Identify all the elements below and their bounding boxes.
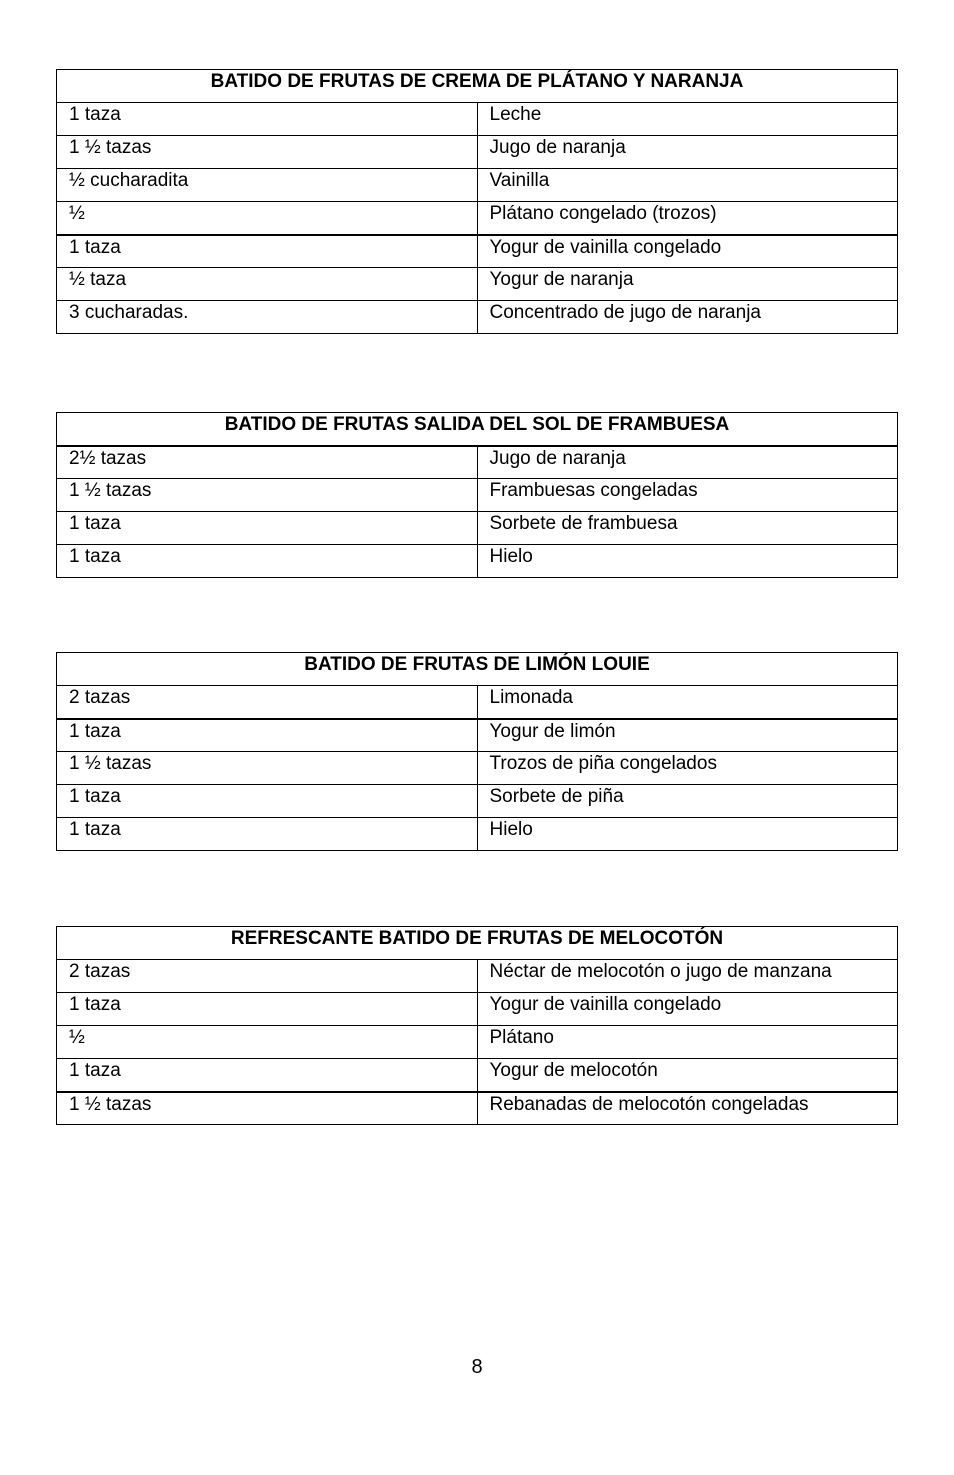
ingredient-name: Sorbete de piña bbox=[477, 785, 898, 818]
ingredient-quantity: 1 taza bbox=[57, 1059, 478, 1092]
recipe-title-row bbox=[57, 653, 898, 686]
ingredient-quantity: 3 cucharadas. bbox=[57, 301, 478, 334]
ingredient-row bbox=[57, 446, 898, 479]
ingredient-row bbox=[57, 235, 898, 268]
ingredient-name: Rebanadas de melocotón congeladas bbox=[477, 1092, 898, 1125]
ingredient-row bbox=[57, 993, 898, 1026]
recipe-title-row bbox=[57, 70, 898, 103]
ingredient-quantity: 1 taza bbox=[57, 103, 478, 136]
recipe-title: BATIDO DE FRUTAS DE CREMA DE PLÁTANO Y NARANJA bbox=[57, 70, 898, 103]
ingredient-name: Frambuesas congeladas bbox=[477, 479, 898, 512]
ingredient-row bbox=[57, 1059, 898, 1092]
ingredient-name: Limonada bbox=[477, 686, 898, 719]
ingredient-name: Trozos de piña congelados bbox=[477, 752, 898, 785]
recipe-table-lemon-louie bbox=[56, 652, 898, 851]
ingredient-name: Jugo de naranja bbox=[477, 136, 898, 169]
ingredient-row bbox=[57, 202, 898, 235]
ingredient-row bbox=[57, 512, 898, 545]
recipe-title: REFRESCANTE BATIDO DE FRUTAS DE MELOCOTÓN bbox=[57, 927, 898, 960]
ingredient-row bbox=[57, 103, 898, 136]
ingredient-quantity: ½ taza bbox=[57, 268, 478, 301]
recipe-table-raspberry-sunrise bbox=[56, 412, 898, 578]
ingredient-quantity: 1 ½ tazas bbox=[57, 752, 478, 785]
ingredient-quantity: 2 tazas bbox=[57, 960, 478, 993]
ingredient-row bbox=[57, 545, 898, 578]
ingredient-row bbox=[57, 719, 898, 752]
ingredient-row bbox=[57, 169, 898, 202]
ingredient-quantity: 1 taza bbox=[57, 545, 478, 578]
ingredient-row bbox=[57, 301, 898, 334]
page-number: 8 bbox=[471, 1356, 483, 1378]
ingredient-quantity: 1 taza bbox=[57, 512, 478, 545]
ingredient-quantity: 1 taza bbox=[57, 719, 478, 752]
ingredient-row bbox=[57, 785, 898, 818]
ingredient-name: Leche bbox=[477, 103, 898, 136]
ingredient-quantity: 1 taza bbox=[57, 785, 478, 818]
ingredient-name: Vainilla bbox=[477, 169, 898, 202]
ingredient-row bbox=[57, 1092, 898, 1125]
ingredient-row bbox=[57, 479, 898, 512]
recipe-title: BATIDO DE FRUTAS DE LIMÓN LOUIE bbox=[57, 653, 898, 686]
ingredient-quantity: 1 taza bbox=[57, 993, 478, 1026]
ingredient-quantity: 1 ½ tazas bbox=[57, 1092, 478, 1125]
ingredient-quantity: ½ cucharadita bbox=[57, 169, 478, 202]
ingredient-row bbox=[57, 136, 898, 169]
recipe-table-banana-orange bbox=[56, 69, 898, 334]
ingredient-quantity: ½ bbox=[57, 202, 478, 235]
ingredient-name: Néctar de melocotón o jugo de manzana bbox=[477, 960, 898, 993]
recipe-title-row bbox=[57, 413, 898, 446]
ingredient-quantity: 1 taza bbox=[57, 235, 478, 268]
ingredient-name: Sorbete de frambuesa bbox=[477, 512, 898, 545]
ingredient-row bbox=[57, 686, 898, 719]
ingredient-name: Plátano congelado (trozos) bbox=[477, 202, 898, 235]
ingredient-name: Yogur de vainilla congelado bbox=[477, 235, 898, 268]
recipe-table-peach-refresher bbox=[56, 926, 898, 1125]
ingredient-row bbox=[57, 960, 898, 993]
ingredient-row bbox=[57, 818, 898, 851]
ingredient-quantity: 1 ½ tazas bbox=[57, 479, 478, 512]
recipe-title-row bbox=[57, 927, 898, 960]
ingredient-quantity: ½ bbox=[57, 1026, 478, 1059]
ingredient-name: Yogur de naranja bbox=[477, 268, 898, 301]
ingredient-name: Jugo de naranja bbox=[477, 446, 898, 479]
ingredient-row bbox=[57, 268, 898, 301]
ingredient-row bbox=[57, 752, 898, 785]
ingredient-name: Hielo bbox=[477, 545, 898, 578]
ingredient-quantity: 2 tazas bbox=[57, 686, 478, 719]
ingredient-name: Hielo bbox=[477, 818, 898, 851]
ingredient-quantity: 1 taza bbox=[57, 818, 478, 851]
ingredient-name: Yogur de limón bbox=[477, 719, 898, 752]
ingredient-name: Plátano bbox=[477, 1026, 898, 1059]
ingredient-name: Yogur de melocotón bbox=[477, 1059, 898, 1092]
ingredient-row bbox=[57, 1026, 898, 1059]
ingredient-quantity: 1 ½ tazas bbox=[57, 136, 478, 169]
recipe-title: BATIDO DE FRUTAS SALIDA DEL SOL DE FRAMBUESA bbox=[57, 413, 898, 446]
ingredient-quantity: 2½ tazas bbox=[57, 446, 478, 479]
ingredient-name: Yogur de vainilla congelado bbox=[477, 993, 898, 1026]
ingredient-name: Concentrado de jugo de naranja bbox=[477, 301, 898, 334]
